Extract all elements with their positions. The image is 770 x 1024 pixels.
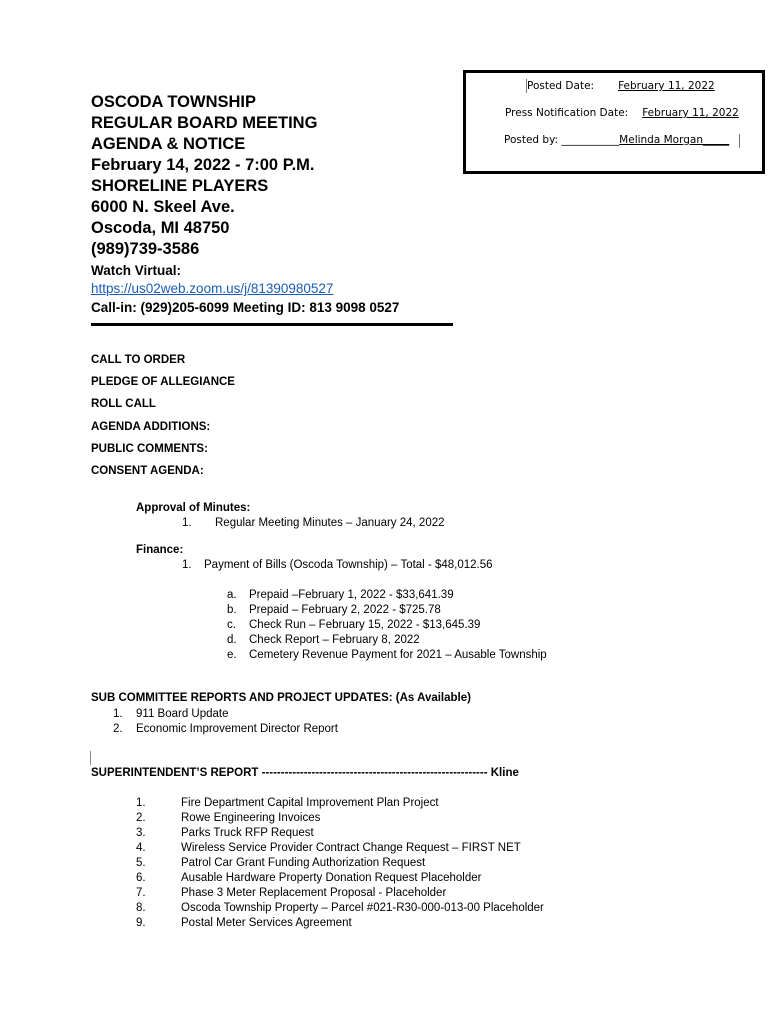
list-number: 8. (136, 902, 146, 914)
header-divider (91, 323, 453, 326)
list-item: Fire Department Capital Improvement Plan Project (181, 797, 439, 809)
header-line: AGENDA & NOTICE (91, 135, 246, 153)
press-date-label: Press Notification Date: (505, 107, 629, 119)
meeting-header (91, 92, 471, 317)
list-number: 1. (136, 797, 146, 809)
header-line: (989)739-3586 (91, 240, 200, 258)
header-line: REGULAR BOARD MEETING (91, 114, 318, 132)
press-date-value: February 11, 2022 (642, 107, 739, 119)
list-number: 1. (182, 517, 192, 529)
header-line: 6000 N. Skeel Ave. (91, 198, 235, 216)
list-number: 5. (136, 857, 146, 869)
call-to-order: CALL TO ORDER (91, 354, 186, 366)
watch-virtual-label: Watch Virtual: (91, 263, 182, 278)
list-letter: a. (227, 589, 237, 601)
list-item: Economic Improvement Director Report (136, 723, 338, 735)
roll-call: ROLL CALL (91, 398, 156, 410)
list-item: 911 Board Update (136, 708, 229, 720)
list-item: Phase 3 Meter Replacement Proposal - Placeholder (181, 887, 447, 899)
header-line: SHORELINE PLAYERS (91, 177, 269, 195)
list-letter: c. (227, 619, 236, 631)
list-item: Ausable Hardware Property Donation Request Placeholder (181, 872, 482, 884)
finance-heading: Finance: (136, 544, 184, 556)
posted-by-label: Posted by: ___________ (504, 134, 620, 146)
list-number: 9. (136, 917, 146, 929)
posting-box (463, 70, 765, 174)
pledge: PLEDGE OF ALLEGIANCE (91, 376, 235, 388)
header-line: Oscoda, MI 48750 (91, 219, 230, 237)
posted-date-value: February 11, 2022 (618, 80, 715, 92)
posted-by-value: Melinda Morgan (619, 134, 703, 146)
list-item: Postal Meter Services Agreement (181, 917, 352, 929)
callin-info: Call-in: (929)205-6099 Meeting ID: 813 9098 0527 (91, 300, 400, 315)
press-date-line (505, 107, 739, 119)
list-item: Check Run – February 15, 2022 - $13,645.39 (249, 619, 481, 631)
list-number: 7. (136, 887, 146, 899)
posted-by-line: Posted by: ___________Melinda Morgan_____ (504, 134, 730, 146)
list-item: Payment of Bills (Oscoda Township) – Total - $48,012.56 (204, 559, 493, 571)
zoom-link[interactable]: https://us02web.zoom.us/j/81390980527 (91, 281, 334, 296)
minutes-heading: Approval of Minutes: (136, 502, 251, 514)
list-item: Cemetery Revenue Payment for 2021 – Ausable Township (249, 649, 547, 661)
list-item: Prepaid –February 1, 2022 - $33,641.39 (249, 589, 454, 601)
superintendent-heading: SUPERINTENDENT’S REPORT ----------------------------------------------------------- Kline (91, 767, 519, 779)
cursor-mark (739, 134, 740, 148)
list-item: Parks Truck RFP Request (181, 827, 314, 839)
list-number: 4. (136, 842, 146, 854)
public-comments: PUBLIC COMMENTS: (91, 443, 208, 455)
list-number: 1. (182, 559, 192, 571)
list-item: Rowe Engineering Invoices (181, 812, 321, 824)
posted-date-label: Posted Date: (527, 80, 595, 92)
list-number: 1. (113, 708, 123, 720)
list-item: Prepaid – February 2, 2022 - $725.78 (249, 604, 441, 616)
list-item: Patrol Car Grant Funding Authorization Request (181, 857, 426, 869)
list-letter: e. (227, 649, 237, 661)
list-number: 2. (136, 812, 146, 824)
cursor-mark (90, 751, 91, 765)
list-item: Regular Meeting Minutes – January 24, 2022 (215, 517, 445, 529)
list-number: 6. (136, 872, 146, 884)
agenda-additions: AGENDA ADDITIONS: (91, 421, 211, 433)
posted-date-line (527, 80, 715, 92)
list-item: Check Report – February 8, 2022 (249, 634, 420, 646)
subcommittee-heading: SUB COMMITTEE REPORTS AND PROJECT UPDATES: (As Available) (91, 692, 471, 704)
list-number: 2. (113, 723, 123, 735)
list-item: Oscoda Township Property – Parcel #021-R30-000-013-00 Placeholder (181, 902, 544, 914)
list-letter: d. (227, 634, 237, 646)
header-line: February 14, 2022 - 7:00 P.M. (91, 156, 315, 174)
header-line: OSCODA TOWNSHIP (91, 93, 257, 111)
consent-agenda: CONSENT AGENDA: (91, 465, 204, 477)
list-letter: b. (227, 604, 237, 616)
list-item: Wireless Service Provider Contract Change Request – FIRST NET (181, 842, 521, 854)
list-number: 3. (136, 827, 146, 839)
